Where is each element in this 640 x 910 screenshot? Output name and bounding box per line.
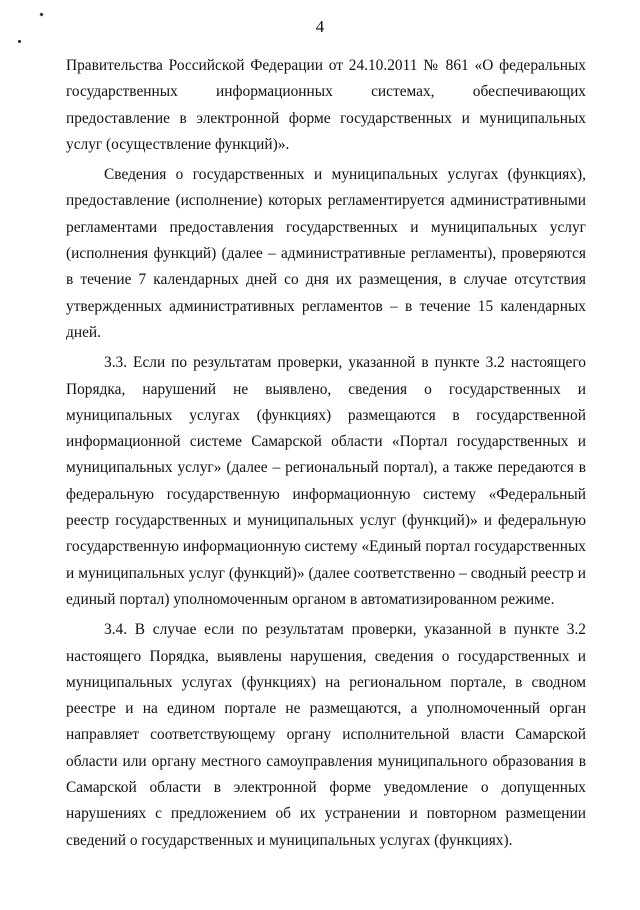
paragraph-clause-3-4: 3.4. В случае если по результатам проверки, указанной в пункте 3.2 настоящего Порядка, выявлены нарушения, сведения о государственных и муниципальных услугах (функциях) на региональном портале, в сводном реестре и на едином портале не размещаются, а уполномоченный орган направляет соответствующему органу исполнительной власти Самарской области или органу местного самоуправления муниципального образования в Самарской области в электронной форме уведомление о допущенных нарушениях с предложением об их устранении и повторном размещении сведений о государственных и муниципальных услугах (функциях).	[66, 621, 586, 849]
paragraph-clause-3-3: 3.3. Если по результатам проверки, указанной в пункте 3.2 настоящего Порядка, нарушений не выявлено, сведения о государственных и муниципальных услугах (функциях) размещаются в государственной информационной системе Самарской области «Портал государственных и муниципальных услуг» (далее – региональный портал), а также передаются в федеральную государственную информационную систему «Федеральный реестр государственных и муниципальных услуг (функций)» и федеральную государственную информационную систему «Единый портал государственных и муниципальных услуг (функций)» (далее соответственно – сводный реестр и единый портал) уполномоченным органом в автоматизированном режиме.	[66, 354, 586, 608]
paragraph-decree-reference: Правительства Российской Федерации от 24.10.2011 № 861 «О федеральных государственных информационных системах, обеспечивающих предоставление в электронной форме государственных и муниципальных услуг (осуществление функций)».	[66, 57, 586, 153]
document-body	[66, 53, 586, 858]
page-number: 4	[315, 17, 325, 36]
scan-mark	[39, 12, 43, 16]
scan-dot	[18, 40, 21, 43]
paragraph-verification-terms: Сведения о государственных и муниципальных услугах (функциях), предоставление (исполнение) которых регламентируется административными регламентами предоставления государственных и муниципальных услуг (исполнения функций) (далее – административные регламенты), проверяются в течение 7 календарных дней со дня их размещения, в случае отсутствия утвержденных административных регламентов – в течение 15 календарных дней.	[66, 166, 586, 341]
